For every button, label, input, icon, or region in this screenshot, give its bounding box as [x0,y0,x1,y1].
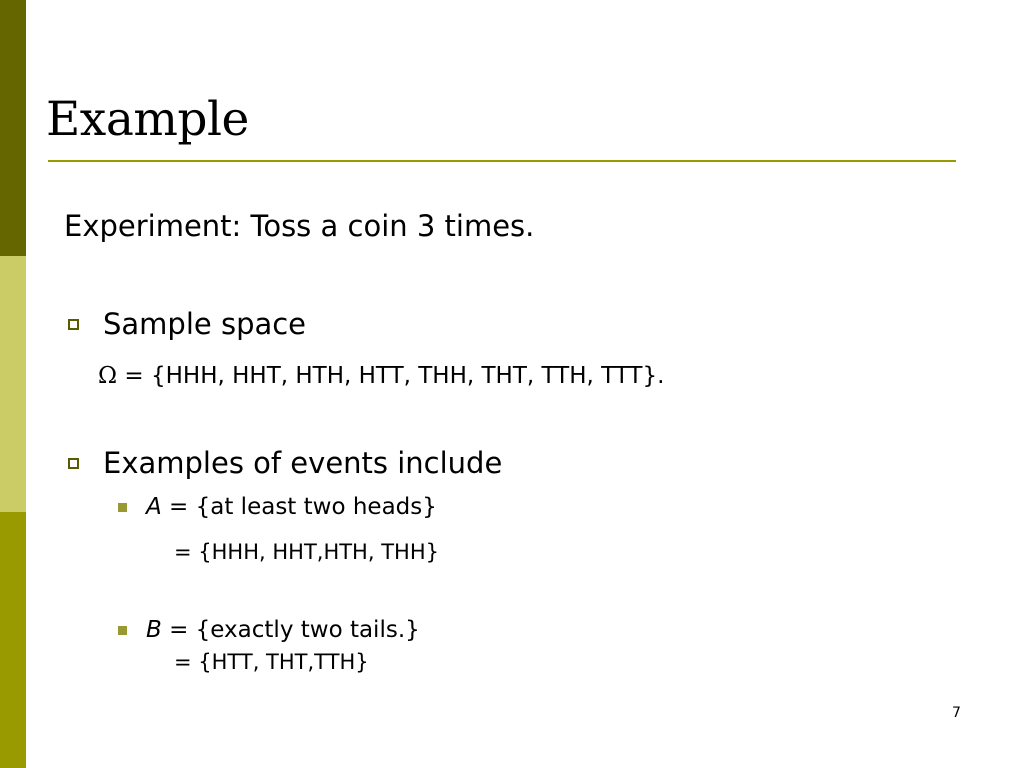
event-a-variable: A [146,494,162,520]
hollow-square-bullet-icon [68,458,79,469]
slide-title: Example [46,92,249,147]
sidebar-segment-bottom [0,512,26,768]
event-a-set: = {HHH, HHT,HTH, THH} [174,540,439,564]
filled-square-bullet-icon [118,503,127,512]
sidebar-accent [0,0,26,768]
event-b-definition [146,615,420,645]
event-b-variable: B [146,617,162,643]
omega-symbol: Ω [98,363,118,389]
hollow-square-bullet-icon [68,319,79,330]
events-heading: Examples of events include [103,446,503,480]
event-a-definition [146,492,437,522]
title-rule [48,160,956,162]
sample-space-set [98,361,664,391]
sidebar-segment-middle [0,256,26,512]
experiment-text: Experiment: Toss a coin 3 times. [64,209,535,243]
sidebar-segment-top [0,0,26,256]
filled-square-bullet-icon [118,626,127,635]
event-b-description: = {exactly two tails.} [161,617,420,643]
event-a-description: = {at least two heads} [161,494,437,520]
event-b-set: = {HTT, THT,TTH} [174,650,369,674]
sample-space-values: = {HHH, HHT, HTH, HTT, THH, THT, TTH, TTT}. [117,363,665,389]
sample-space-heading: Sample space [103,307,307,341]
page-number: 7 [952,705,961,721]
